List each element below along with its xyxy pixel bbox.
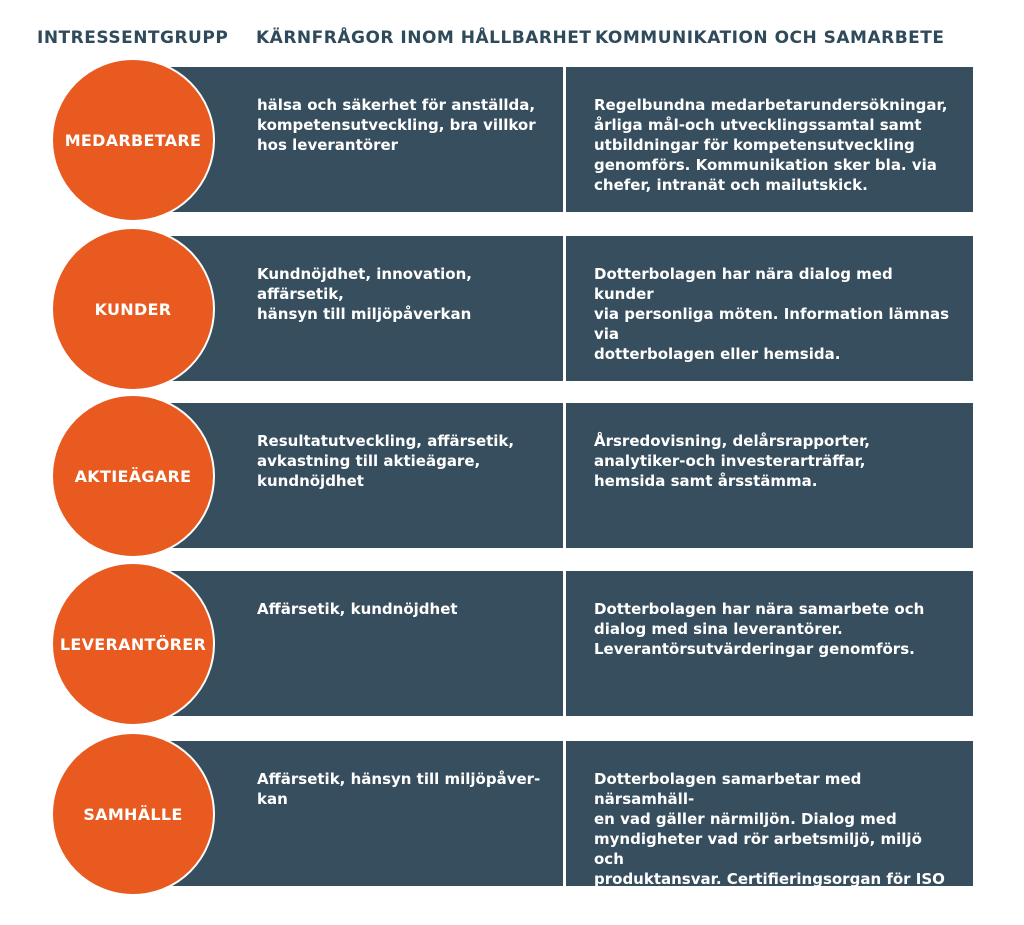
group-circle-medarbetare	[51, 58, 215, 222]
row-aktieagare	[0, 403, 1024, 548]
group-circle-kunder	[51, 227, 215, 391]
communication-text: Dotterbolagen samarbetar med närsamhäll- en vad gäller närmiljön. Dialog med myndigheter vad rör arbetsmiljö, miljö och produktansvar. Certifieringsorgan för ISO etc.	[594, 770, 945, 908]
group-circle-leverantorer	[51, 562, 215, 726]
row-medarbetare	[0, 67, 1024, 212]
issues-text: Resultatutveckling, affärsetik, avkastning till aktieägare, kundnöjdhet	[257, 432, 515, 490]
header-karnfragor: KÄRNFRÅGOR INOM HÅLLBARHET	[256, 28, 592, 48]
group-label: AKTIEÄGARE	[74, 466, 192, 486]
column-divider	[563, 67, 566, 212]
row-leverantorer	[0, 571, 1024, 716]
group-circle-samhalle	[51, 732, 215, 896]
communication-text: Dotterbolagen har nära samarbete och dialog med sina leverantörer. Leverantörsutvärderingar genomförs.	[594, 600, 925, 658]
communication-text: Årsredovisning, delårsrapporter, analytiker-och investerarträffar, hemsida samt årsstämma.	[594, 432, 870, 490]
group-label: MEDARBETARE	[64, 130, 202, 150]
column-divider	[563, 403, 566, 548]
group-circle-aktieagare	[51, 394, 215, 558]
header-intressentgrupp: INTRESSENTGRUPP	[37, 28, 229, 48]
row-samhalle	[0, 741, 1024, 908]
column-divider	[563, 236, 566, 381]
group-label: LEVERANTÖRER	[59, 634, 207, 654]
column-divider	[563, 741, 566, 886]
issues-text: Affärsetik, kundnöjdhet	[257, 600, 458, 618]
group-label: SAMHÄLLE	[83, 804, 183, 824]
issues-text: Kundnöjdhet, innovation, affärsetik, hänsyn till miljöpåverkan	[257, 265, 472, 323]
header-kommunikation: KOMMUNIKATION OCH SAMARBETE	[595, 28, 945, 48]
communication-text: Dotterbolagen har nära dialog med kunder via personliga möten. Information lämnas via dotterbolagen eller hemsida.	[594, 265, 950, 363]
row-kunder	[0, 236, 1024, 381]
issues-text: hälsa och säkerhet för anställda, kompetensutveckling, bra villkor hos leverantörer	[257, 96, 536, 154]
column-divider	[563, 571, 566, 716]
issues-text: Affärsetik, hänsyn till miljöpåver- kan	[257, 770, 541, 808]
group-label: KUNDER	[94, 299, 172, 319]
communication-text: Regelbundna medarbetarundersökningar, årliga mål-och utvecklingssamtal samt utbildningar för kompetensutveckling genomförs. Kommunikation sker bla. via chefer, intranät och mailutskick.	[594, 96, 948, 194]
